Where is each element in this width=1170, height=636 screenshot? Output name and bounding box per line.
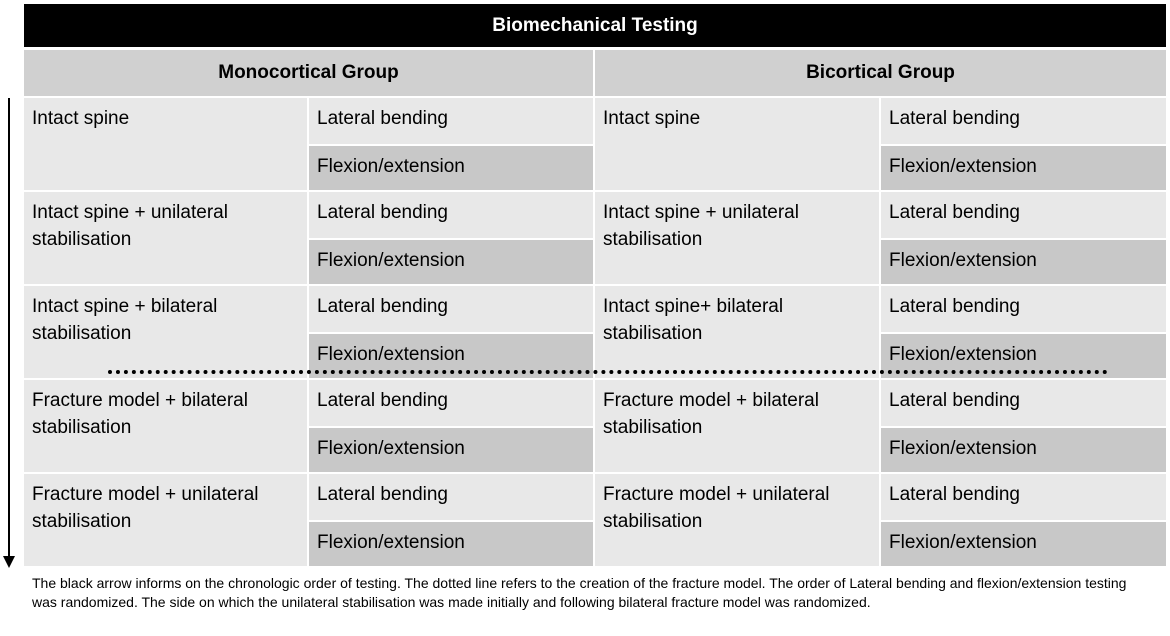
table-caption: The black arrow informs on the chronologic order of testing. The dotted line refers to the creation of the fracture model. The order of Lateral bending and flexion/extension testing was randomized. The side on which the unilateral stabilisation was made initially and following bilateral fracture model was randomized. <box>32 575 1127 610</box>
bi-condition-cell: Intact spine + unilateral stabilisation <box>595 192 879 284</box>
monocortical-group-header: Monocortical Group <box>24 50 593 96</box>
chronologic-arrow <box>8 98 10 558</box>
mono-condition-cell: Fracture model + bilateral stabilisation <box>24 380 307 472</box>
mono-lateral-bending-cell: Lateral bending <box>309 286 593 332</box>
fracture-model-dotted-line <box>108 370 1108 374</box>
mono-flexion-extension-cell: Flexion/extension <box>309 522 593 566</box>
table-title: Biomechanical Testing <box>24 4 1166 47</box>
mono-condition-cell: Intact spine + bilateral stabilisation <box>24 286 307 378</box>
bi-flexion-extension-cell: Flexion/extension <box>881 428 1166 472</box>
bi-condition-cell: Intact spine <box>595 98 879 190</box>
bi-flexion-extension-cell: Flexion/extension <box>881 146 1166 190</box>
mono-flexion-extension-cell: Flexion/extension <box>309 334 593 378</box>
bicortical-group-header: Bicortical Group <box>595 50 1166 96</box>
mono-lateral-bending-cell: Lateral bending <box>309 380 593 426</box>
bi-lateral-bending-cell: Lateral bending <box>881 286 1166 332</box>
mono-lateral-bending-cell: Lateral bending <box>309 192 593 238</box>
mono-flexion-extension-cell: Flexion/extension <box>309 240 593 284</box>
bi-lateral-bending-cell: Lateral bending <box>881 98 1166 144</box>
bi-condition-cell: Intact spine+ bilateral stabilisation <box>595 286 879 378</box>
mono-condition-cell: Intact spine <box>24 98 307 190</box>
mono-lateral-bending-cell: Lateral bending <box>309 98 593 144</box>
mono-flexion-extension-cell: Flexion/extension <box>309 428 593 472</box>
bi-lateral-bending-cell: Lateral bending <box>881 380 1166 426</box>
arrow-down-icon <box>3 556 15 568</box>
bi-flexion-extension-cell: Flexion/extension <box>881 522 1166 566</box>
bi-flexion-extension-cell: Flexion/extension <box>881 334 1166 378</box>
mono-lateral-bending-cell: Lateral bending <box>309 474 593 520</box>
mono-flexion-extension-cell: Flexion/extension <box>309 146 593 190</box>
bi-lateral-bending-cell: Lateral bending <box>881 474 1166 520</box>
bi-condition-cell: Fracture model + unilateral stabilisation <box>595 474 879 566</box>
bi-lateral-bending-cell: Lateral bending <box>881 192 1166 238</box>
mono-condition-cell: Fracture model + unilateral stabilisation <box>24 474 307 566</box>
bi-flexion-extension-cell: Flexion/extension <box>881 240 1166 284</box>
mono-condition-cell: Intact spine + unilateral stabilisation <box>24 192 307 284</box>
bi-condition-cell: Fracture model + bilateral stabilisation <box>595 380 879 472</box>
